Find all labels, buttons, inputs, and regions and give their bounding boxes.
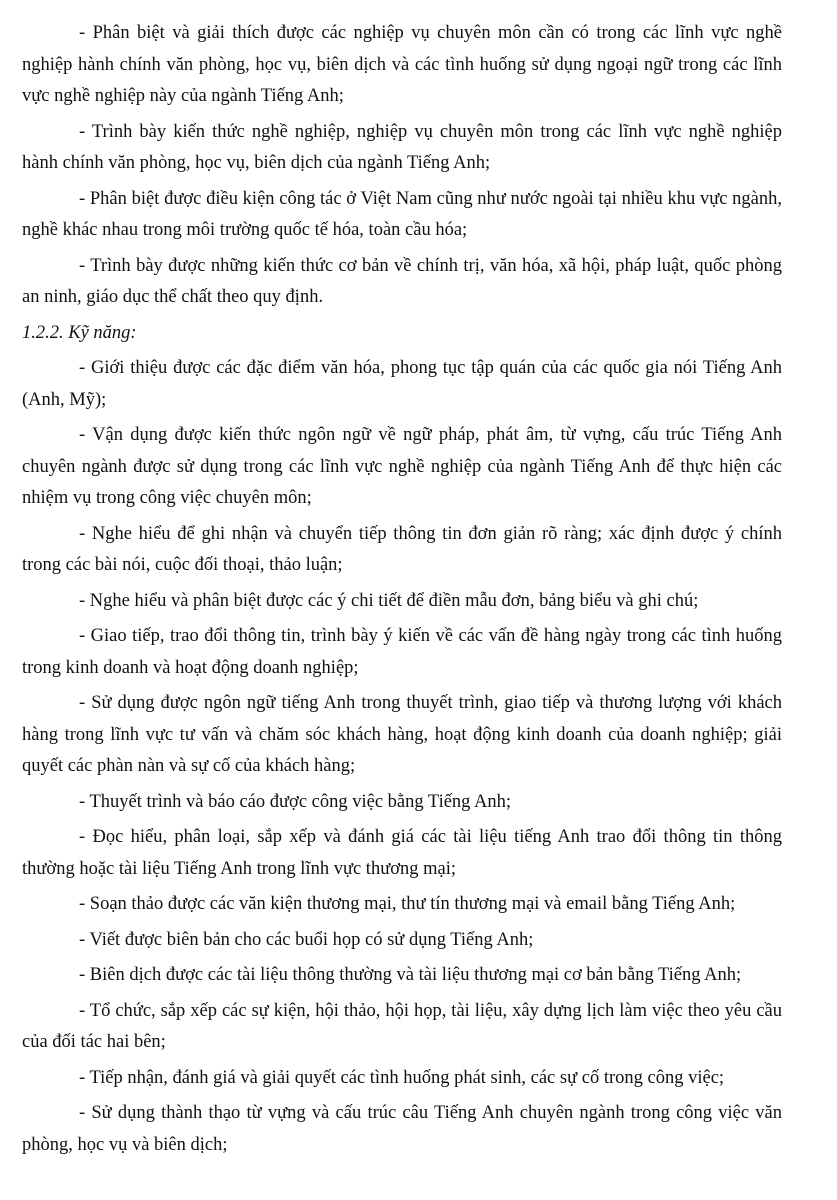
skill-item: - Viết được biên bản cho các buổi họp có sử dụng Tiếng Anh; xyxy=(79,929,534,950)
skill-item: - Thuyết trình và báo cáo được công việc bằng Tiếng Anh; xyxy=(79,791,512,812)
skill-item: - Biên dịch được các tài liệu thông thường và tài liệu thương mại cơ bản bằng Tiếng Anh; xyxy=(79,965,742,985)
document-page xyxy=(22,18,782,1165)
knowledge-item: - Phân biệt được điều kiện công tác ở Việt Nam cũng như nước ngoài tại nhiều khu vực ngành, nghề khác nhau trong môi trường quốc tế hóa, toàn cầu hóa; xyxy=(22,188,782,240)
skill-item: - Sử dụng được ngôn ngữ tiếng Anh trong thuyết trình, giao tiếp và thương lượng với khách hàng trong lĩnh vực tư vấn và chăm sóc khách hàng, hoạt động kinh doanh của doanh nghiệp; giải quyết các phàn nàn và sự cố của khách hàng; xyxy=(22,693,782,776)
skill-item: - Sử dụng thành thạo từ vựng và cấu trúc câu Tiếng Anh chuyên ngành trong công việc văn phòng, học vụ và biên dịch; xyxy=(22,1103,782,1155)
skill-item: - Giới thiệu được các đặc điểm văn hóa, phong tục tập quán của các quốc gia nói Tiếng Anh (Anh, Mỹ); xyxy=(22,358,782,410)
skill-item: - Soạn thảo được các văn kiện thương mại, thư tín thương mại và email bằng Tiếng Anh; xyxy=(79,894,736,914)
skill-item: - Nghe hiểu để ghi nhận và chuyển tiếp thông tin đơn giản rõ ràng; xác định được ý chính trong các bài nói, cuộc đối thoại, thảo luận; xyxy=(22,523,782,575)
section-heading-skills: 1.2.2. Kỹ năng: xyxy=(22,322,137,343)
knowledge-item: - Trình bày kiến thức nghề nghiệp, nghiệp vụ chuyên môn trong các lĩnh vực nghề nghiệp hành chính văn phòng, học vụ, biên dịch của ngành Tiếng Anh; xyxy=(22,121,782,173)
skill-item: - Đọc hiểu, phân loại, sắp xếp và đánh giá các tài liệu tiếng Anh trao đổi thông tin thông thường hoặc tài liệu Tiếng Anh trong lĩnh vực thương mại; xyxy=(22,827,782,879)
skill-item: - Tổ chức, sắp xếp các sự kiện, hội thảo, hội họp, tài liệu, xây dựng lịch làm việc theo yêu cầu của đối tác hai bên; xyxy=(22,1000,782,1052)
skill-item: - Giao tiếp, trao đổi thông tin, trình bày ý kiến về các vấn đề hàng ngày trong các tình huống trong kinh doanh và hoạt động doanh nghiệp; xyxy=(22,626,782,678)
knowledge-item: - Phân biệt và giải thích được các nghiệp vụ chuyên môn cần có trong các lĩnh vực nghề nghiệp hành chính văn phòng, học vụ, biên dịch và các tình huống sử dụng ngoại ngữ trong các lĩnh vực nghề nghiệp này của ngành Tiếng Anh; xyxy=(22,23,782,106)
skill-item: - Nghe hiểu và phân biệt được các ý chi tiết để điền mẫu đơn, bảng biểu và ghi chú; xyxy=(79,590,699,611)
skill-item: - Vận dụng được kiến thức ngôn ngữ về ngữ pháp, phát âm, từ vựng, cấu trúc Tiếng Anh chuyên ngành được sử dụng trong các lĩnh vực nghề nghiệp của ngành Tiếng Anh để thực hiện các nhiệm vụ trong công việc chuyên môn; xyxy=(22,425,782,508)
knowledge-item: - Trình bày được những kiến thức cơ bản về chính trị, văn hóa, xã hội, pháp luật, quốc phòng an ninh, giáo dục thể chất theo quy định. xyxy=(22,255,782,307)
skill-item: - Tiếp nhận, đánh giá và giải quyết các tình huống phát sinh, các sự cố trong công việc; xyxy=(79,1067,725,1088)
